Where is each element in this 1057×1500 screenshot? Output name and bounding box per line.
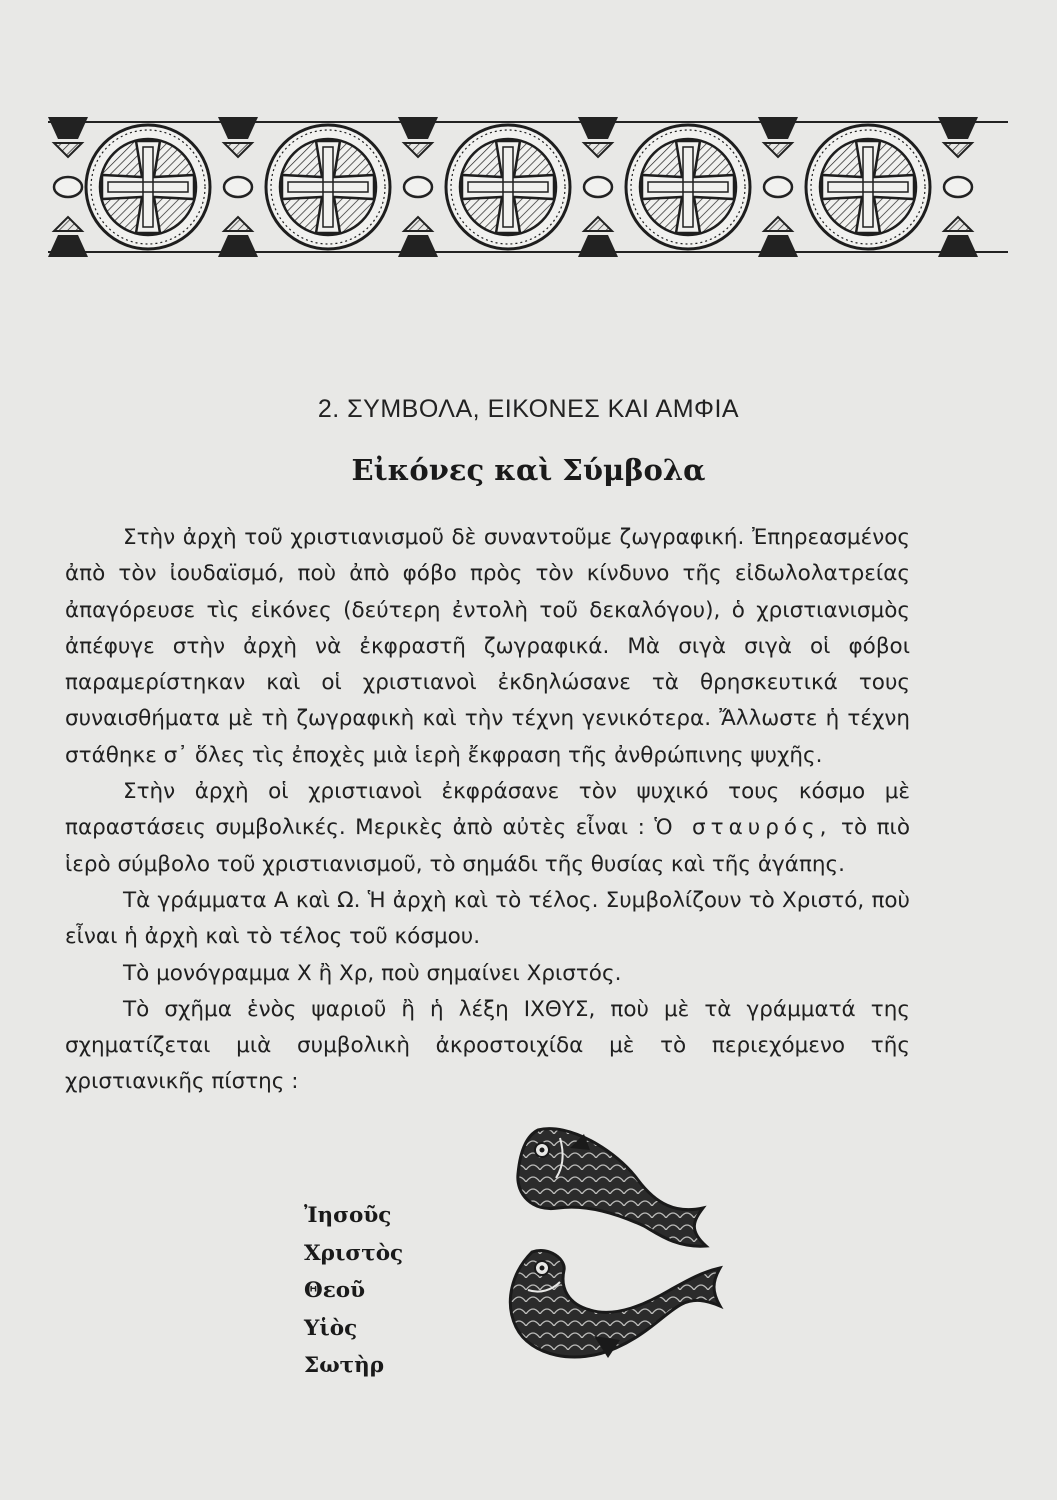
spaced-term: Ὁ σταυρός, [654,815,832,841]
acrostic-line: Ἰησοῦς [304,1203,392,1228]
cross-medallion-band-icon [48,112,1008,262]
body-text [65,520,910,1101]
paragraph-5: Τὸ σχῆμα ἑνὸς ψαριοῦ ἢ ἡ λέξη ΙΧΘΥΣ, ποὺ μὲ τὰ γράμματά της σχηματίζεται μιὰ συμβολικὴ ἀκροστοιχίδα μὲ τὸ περιεχόμενο τῆς χριστιανικῆς πίστης : [65,996,910,1095]
paragraph-4: Τὸ μονόγραμμα Χ ἢ Χρ, ποὺ σημαίνει Χριστός. [123,960,622,986]
acrostic-line: Υἱὸς [304,1315,358,1341]
paragraph-3: Τὰ γράμματα Α καὶ Ω. Ἡ ἀρχὴ καὶ τὸ τέλος. Συμβολίζουν τὸ Χριστό, ποὺ εἶναι ἡ ἀρχὴ καὶ τὸ τέλος τοῦ κόσμου. [65,887,910,950]
paragraph-1: Στὴν ἀρχὴ τοῦ χριστιανισμοῦ δὲ συναντοῦμε ζωγραφική. Ἐπηρεασμένος ἀπὸ τὸν ἰουδαϊσμό, ποὺ ἀπὸ φόβο πρὸς τὸν κίνδυνο τῆς εἰδωλολατρείας ἀπαγόρευσε τὶς εἰκόνες (δεύτερη ἐντολὴ τοῦ δεκαλόγου), ὁ χριστιανισμὸς ἀπέφυγε στὴν ἀρχὴ νὰ ἐκφραστῆ ζωγραφικά. Μὰ σιγὰ σιγὰ οἱ φόβοι παραμερίστηκαν καὶ οἱ χριστιανοὶ ἐκδηλώσανε τὰ θρησκευτικά τους συναισθήματα μὲ τὴ ζωγραφικὴ καὶ τὴν τέχνη γενικότερα. Ἄλλωστε ἡ τέχνη στάθηκε σ᾿ ὅλες τὶς ἐποχὲς μιὰ ἱερὴ ἔκφραση τῆς ἀνθρώπινης ψυχῆς. [65,525,910,768]
page-subtitle: Εἰκόνες καὶ Σύμβολα [351,453,706,487]
section-title: 2. ΣΥΜΒΟΛΑ, ΕΙΚΟΝΕΣ ΚΑΙ ΑΜΦΙΑ [317,395,740,423]
paragraph-2-tail: τὸ πιὸ ἱερὸ σύμβολο τοῦ χριστιανισμοῦ, τὸ σημάδι τῆς θυσίας καὶ τῆς ἀγάπης. [65,815,910,877]
acrostic-line: Θεοῦ [304,1278,366,1303]
paragraph-2-lead: Στὴν ἀρχὴ οἱ χριστιανοὶ ἐκφράσανε τὸν ψυχικό τους κόσμο μὲ παραστάσεις συμβολικές. Μερικὲς ἀπὸ αὐτὲς εἶναι : [65,779,910,841]
two-fish-icon [498,1122,728,1367]
paragraph-2 [65,774,910,883]
acrostic-line: Χριστὸς [304,1240,404,1266]
acrostic-list [304,1197,403,1385]
acrostic-line: Σωτὴρ [304,1353,385,1378]
